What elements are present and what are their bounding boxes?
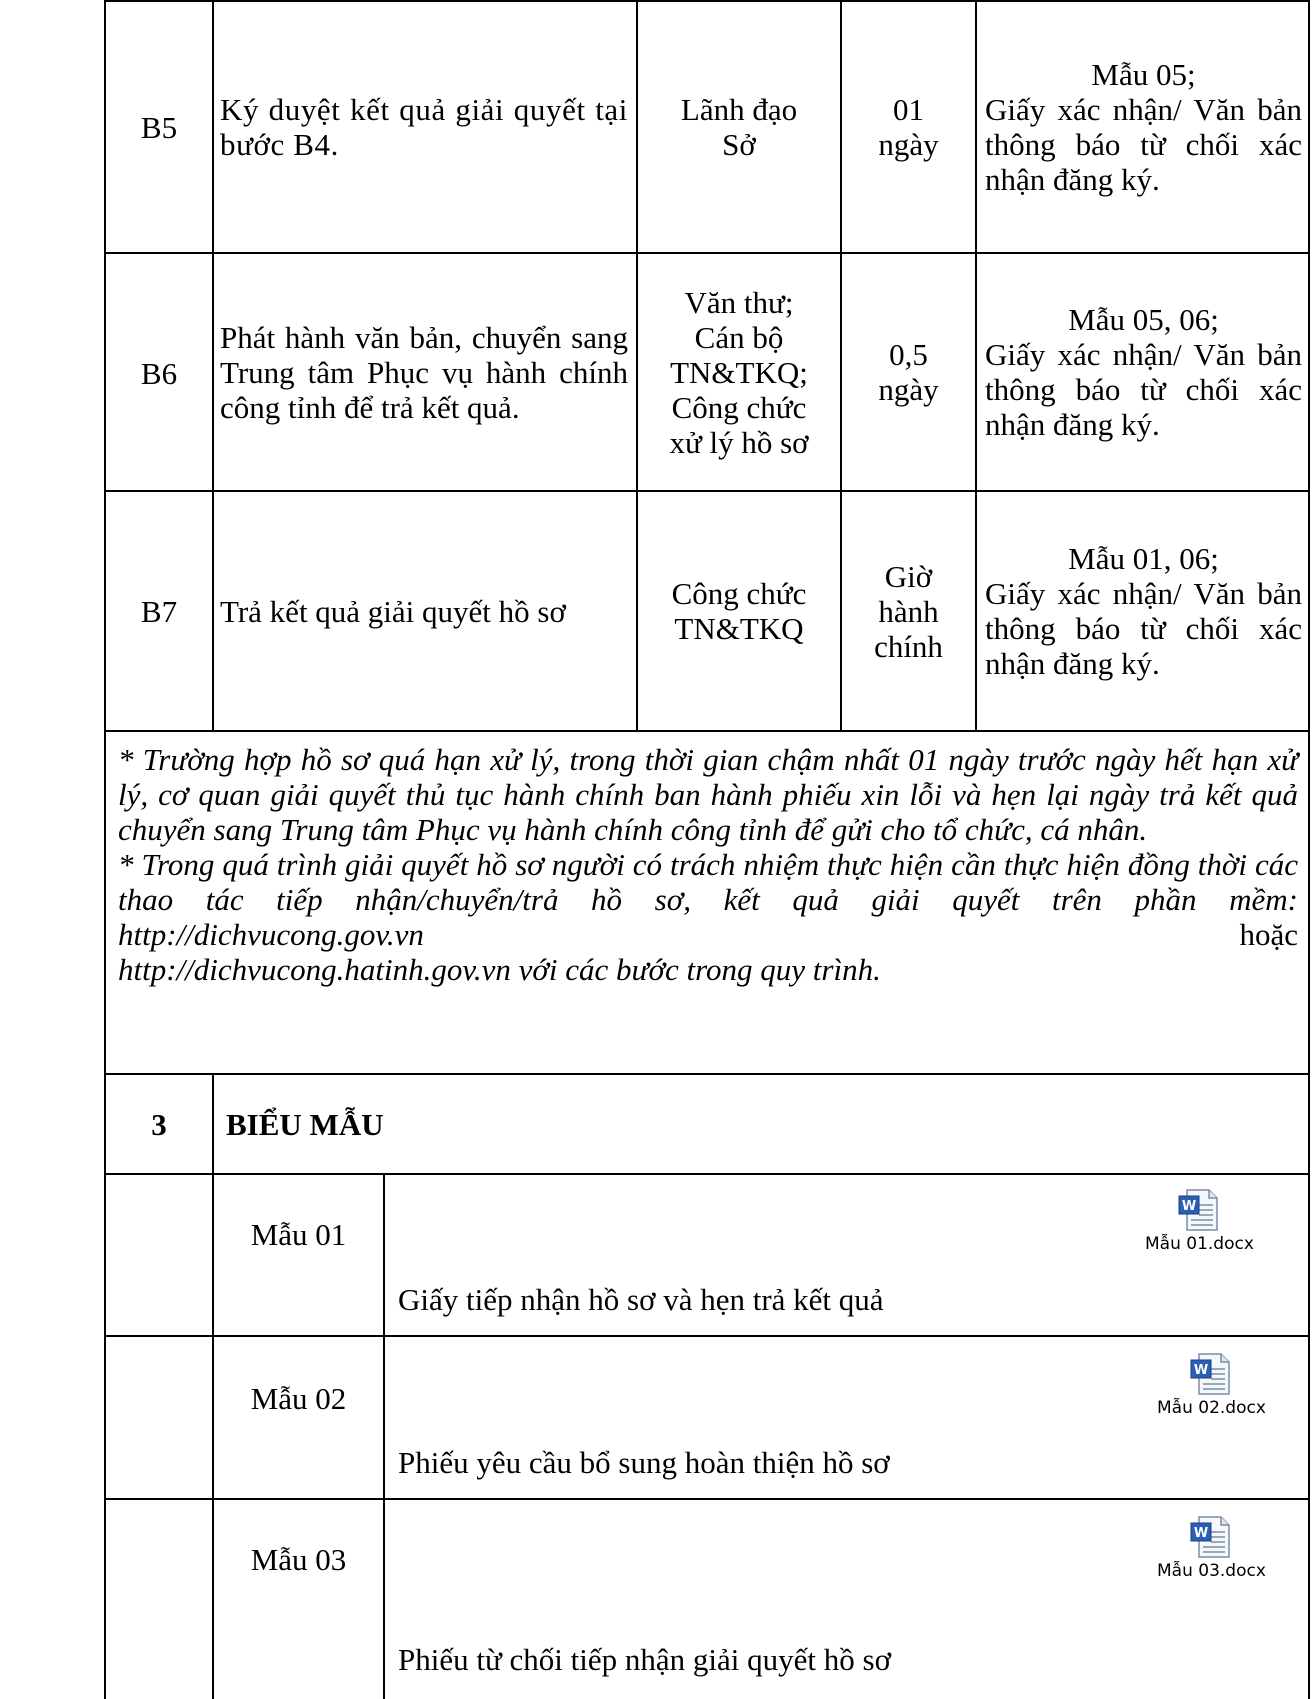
form-name: Phiếu yêu cầu bổ sung hoàn thiện hồ sơ — [398, 1445, 890, 1480]
responsible-line: Văn thư; — [684, 284, 794, 320]
step-responsible — [638, 254, 840, 490]
time-line: Giờ — [884, 558, 933, 594]
step-time — [842, 254, 975, 490]
step-description — [220, 492, 628, 730]
form-file[interactable] — [1157, 1515, 1266, 1581]
step-responsible — [638, 492, 840, 730]
step-responsible — [638, 2, 840, 252]
step-description — [220, 2, 628, 252]
step-code: B6 — [140, 355, 178, 391]
note-software-text: * Trong quá trình giải quyết hồ sơ người có trách nhiệm thực hiện cần thực hiện đồng thời các thao tác tiếp nhận/chuyển/trả hồ sơ, kết quả giải quyết trên phần mềm: http://dichvucong.gov.vn — [118, 847, 1298, 952]
time-line: 01 — [893, 92, 924, 127]
step-description-text: Ký duyệt kết quả giải quyết tại bước B4. — [220, 92, 628, 162]
svg-text:W: W — [1194, 1363, 1209, 1378]
responsible-line: TN&TKQ — [674, 611, 804, 646]
step-time — [842, 2, 975, 252]
form-file-name[interactable]: Mẫu 02.docx — [1157, 1398, 1266, 1418]
responsible-line: Cán bộ — [694, 319, 784, 355]
form-file[interactable] — [1157, 1352, 1266, 1418]
step-code: B7 — [140, 593, 178, 629]
word-document-icon[interactable] — [1189, 1352, 1233, 1396]
step-time — [842, 492, 975, 730]
result-description: Giấy xác nhận/ Văn bản thông báo từ chối xác nhận đăng ký. — [985, 92, 1302, 197]
note-software-end: http://dichvucong.hatinh.gov.vn với các bước trong quy trình. — [118, 952, 881, 987]
responsible-line: Sở — [722, 127, 756, 162]
step-result — [985, 492, 1302, 730]
svg-text:W: W — [1182, 1199, 1197, 1214]
time-line: ngày — [878, 372, 939, 407]
note-or-word: hoặc — [1239, 917, 1298, 952]
col-border — [975, 0, 977, 730]
section-title: BIỂU MẪU — [226, 1106, 384, 1142]
form-file-name[interactable]: Mẫu 01.docx — [1145, 1234, 1254, 1254]
step-result — [985, 254, 1302, 490]
responsible-line: Công chức — [671, 389, 807, 425]
time-line: ngày — [878, 127, 939, 162]
step-code: B5 — [140, 109, 178, 145]
word-document-icon[interactable] — [1189, 1515, 1233, 1559]
col-border — [383, 1173, 385, 1699]
result-template: Mẫu 05, 06; — [1068, 302, 1219, 337]
svg-text:W: W — [1194, 1526, 1209, 1541]
form-code: Mẫu 02 — [250, 1381, 347, 1416]
responsible-line: xử lý hồ sơ — [669, 424, 809, 460]
responsible-line: Lãnh đạo — [680, 92, 798, 127]
form-code: Mẫu 01 — [250, 1217, 347, 1252]
step-result — [985, 2, 1302, 252]
form-name: Giấy tiếp nhận hồ sơ và hẹn trả kết quả — [398, 1282, 884, 1317]
form-file-name[interactable]: Mẫu 03.docx — [1157, 1561, 1266, 1581]
responsible-line: Công chức — [671, 576, 807, 611]
responsible-line: TN&TKQ; — [670, 354, 808, 390]
step-description-text: Trả kết quả giải quyết hồ sơ — [220, 593, 566, 629]
form-code: Mẫu 03 — [250, 1542, 347, 1577]
result-description: Giấy xác nhận/ Văn bản thông báo từ chối xác nhận đăng ký. — [985, 576, 1302, 681]
result-description: Giấy xác nhận/ Văn bản thông báo từ chối xác nhận đăng ký. — [985, 337, 1302, 442]
step-description-text: Phát hành văn bản, chuyển sang Trung tâm Phục vụ hành chính công tỉnh để trả kết quả. — [220, 319, 628, 425]
form-file[interactable] — [1145, 1188, 1254, 1254]
note-overdue: * Trường hợp hồ sơ quá hạn xử lý, trong thời gian chậm nhất 01 ngày trước ngày hết hạn xử lý, cơ quan giải quyết thủ tục hành chính ban hành phiếu xin lỗi và hẹn lại ngày trả kết quả chuyển sang Trung tâm Phục vụ hành chính công tỉnh để gửi cho tổ chức, cá nhân. — [118, 742, 1298, 847]
time-line: 0,5 — [889, 337, 928, 372]
form-name: Phiếu từ chối tiếp nhận giải quyết hồ sơ — [398, 1642, 891, 1677]
notes-cell — [118, 742, 1298, 1070]
time-line: hành — [878, 593, 939, 629]
word-document-icon[interactable] — [1177, 1188, 1221, 1232]
time-line: chính — [874, 628, 943, 664]
result-template: Mẫu 01, 06; — [1068, 541, 1219, 576]
row-border — [104, 730, 1310, 732]
section-number: 3 — [151, 1106, 167, 1142]
col-border — [212, 0, 214, 730]
note-software — [118, 847, 1298, 952]
step-description — [220, 254, 628, 490]
result-template: Mẫu 05; — [1091, 57, 1196, 92]
col-border — [1308, 0, 1310, 1699]
